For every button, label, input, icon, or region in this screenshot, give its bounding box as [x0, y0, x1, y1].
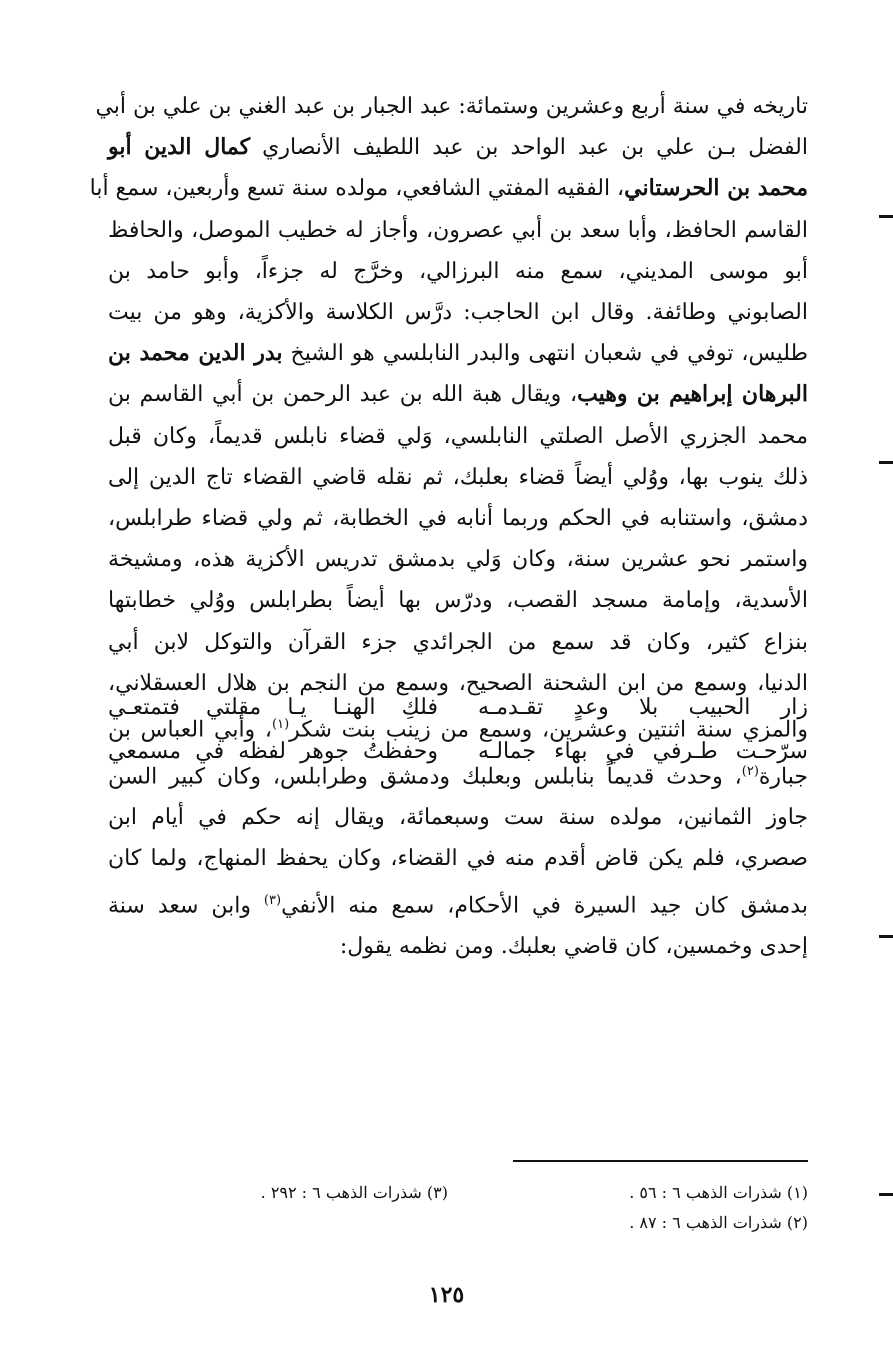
footnote-row — [108, 1178, 808, 1208]
poem-verse — [108, 686, 808, 733]
footnote — [108, 1208, 448, 1238]
text-line: طليس، توفي في شعبان انتهى والبدر النابلسي هو الشيخ بدر الدين محمد بن — [108, 340, 808, 367]
text-line-last: إحدى وخمسين، كان قاضي بعلبك. ومن نظمه يقول: — [339, 934, 808, 960]
text-line: دمشق، واستنابه في الحكم وربما أنابه في الخطابة، ثم ولي قضاء طرابلس، — [108, 506, 808, 532]
poem-verse — [108, 730, 808, 774]
text-line: والمزي سنة اثنتين وعشرين، وسمع من زينب بنت شكر$^{(١)}$، وأبي العباس بن — [108, 717, 808, 743]
footnote: (١) شذرات الذهب ٦ : ٥٦ . — [629, 1183, 808, 1202]
text-line: واستمر نحو عشرين سنة، وكان وَلي بدمشق تدريس الأكزية هذه، ومشيخة — [108, 547, 808, 573]
body-text — [89, 86, 808, 967]
name-highlight: بدر الدين محمد بن — [108, 340, 283, 367]
margin-mark — [879, 215, 893, 218]
page-number: ١٢٥ — [428, 1282, 465, 1308]
text-line: الفضل بـن علي بن عبد الواحد بن عبد اللطيف الأنصاري كمال الدين أبو — [108, 134, 808, 161]
footnote-ref[interactable]: (٣) — [263, 892, 282, 908]
text-line: جاوز الثمانين، مولده سنة ست وسبعمائة، ويقال إنه حكم في أيام ابن — [108, 805, 808, 831]
margin-mark — [879, 461, 893, 464]
poem — [108, 686, 808, 774]
footnote-ref[interactable]: (٢) — [741, 763, 759, 779]
text-line: جبارة$^{(٢)}$، وحدث قديماً بنابلس وبعلبك ودمشق وطرابلس، وكان كبير السن — [108, 763, 808, 789]
footnote: (٢) شذرات الذهب ٦ : ٨٧ . — [629, 1213, 808, 1232]
text-line: الأسدية، وإمامة مسجد القصب، ودرّس بها أيضاً بطرابلس ووُلي خطابتها — [108, 588, 808, 614]
margin-mark — [879, 1193, 893, 1196]
name-highlight: كمال الدين أبو — [108, 134, 251, 161]
text-line: صصري، فلم يكن قاض أقدم منه في القضاء، وكان يحفظ المنهاج، ولما كان — [108, 846, 808, 872]
footnote-separator — [513, 1160, 808, 1162]
text-line: أبو موسى المديني، سمع منه البرزالي، وخرَّج له جزءاً، وأبو حامد بن — [108, 258, 808, 284]
text-line: القاسم الحافظ، وأبا سعد بن أبي عصرون، وأجاز له خطيب الموصل، والحافظ — [108, 217, 808, 243]
footnote-ref[interactable]: (١) — [272, 717, 290, 733]
poem-first-hemistich: زار الحبيب بلا وعدٍ تقـدمـه — [478, 695, 808, 720]
text-line: الدنيا، وسمع من ابن الشحنة الصحيح، وسمع من النجم بن هلال العسقلاني، — [108, 670, 808, 696]
text-line: ذلك ينوب بها، ووُلي أيضاً قضاء بعلبك، ثم نقله قاضي القضاء تاج الدين إلى — [108, 464, 808, 490]
text-line: البرهان إبراهيم بن وهيب، ويقال هبة الله بن عبد الرحمن بن أبي القاسم بن — [108, 381, 808, 408]
text-line: بنزاع كثير، وكان قد سمع من الجرائدي جزء القرآن والتوكل لابن أبي — [108, 629, 808, 655]
footnotes — [108, 1178, 808, 1238]
text-line: محمد بن الحرستاني، الفقيه المفتي الشافعي، مولده سنة تسع وأربعين، سمع أبا — [89, 175, 808, 202]
footnote-row — [108, 1208, 808, 1238]
margin-mark — [879, 935, 893, 938]
text-line: محمد الجزري الأصل الصلتي النابلسي، وَلي قضاء نابلس قديماً، وكان قبل — [108, 423, 808, 449]
name-highlight: البرهان إبراهيم بن وهيب — [577, 381, 808, 408]
poem-second-hemistich: فلكِ الهنـا يـا مقلتي فتمتعـي — [108, 695, 438, 720]
poem-first-hemistich: سرّحـت طـرفي في بهاء جمالـه — [478, 739, 808, 764]
text-line: تاريخه في سنة أربع وعشرين وستمائة: عبد الجبار بن عبد الغني بن علي بن أبي — [95, 94, 808, 119]
footnote: (٣) شذرات الذهب ٦ : ٢٩٢ . — [260, 1183, 448, 1202]
poem-second-hemistich: وحفظتُ جوهر لفظه في مسمعي — [108, 739, 438, 764]
text-line: بدمشق كان جيد السيرة في الأحكام، سمع منه الأنفي$^{(٣)}$ وابن سعد سنة — [108, 892, 808, 918]
text-line: الصابوني وطائفة. وقال ابن الحاجب: درَّس الكلاسة والأكزية، وهو من بيت — [108, 300, 808, 326]
name-highlight: محمد بن الحرستاني — [624, 175, 808, 202]
